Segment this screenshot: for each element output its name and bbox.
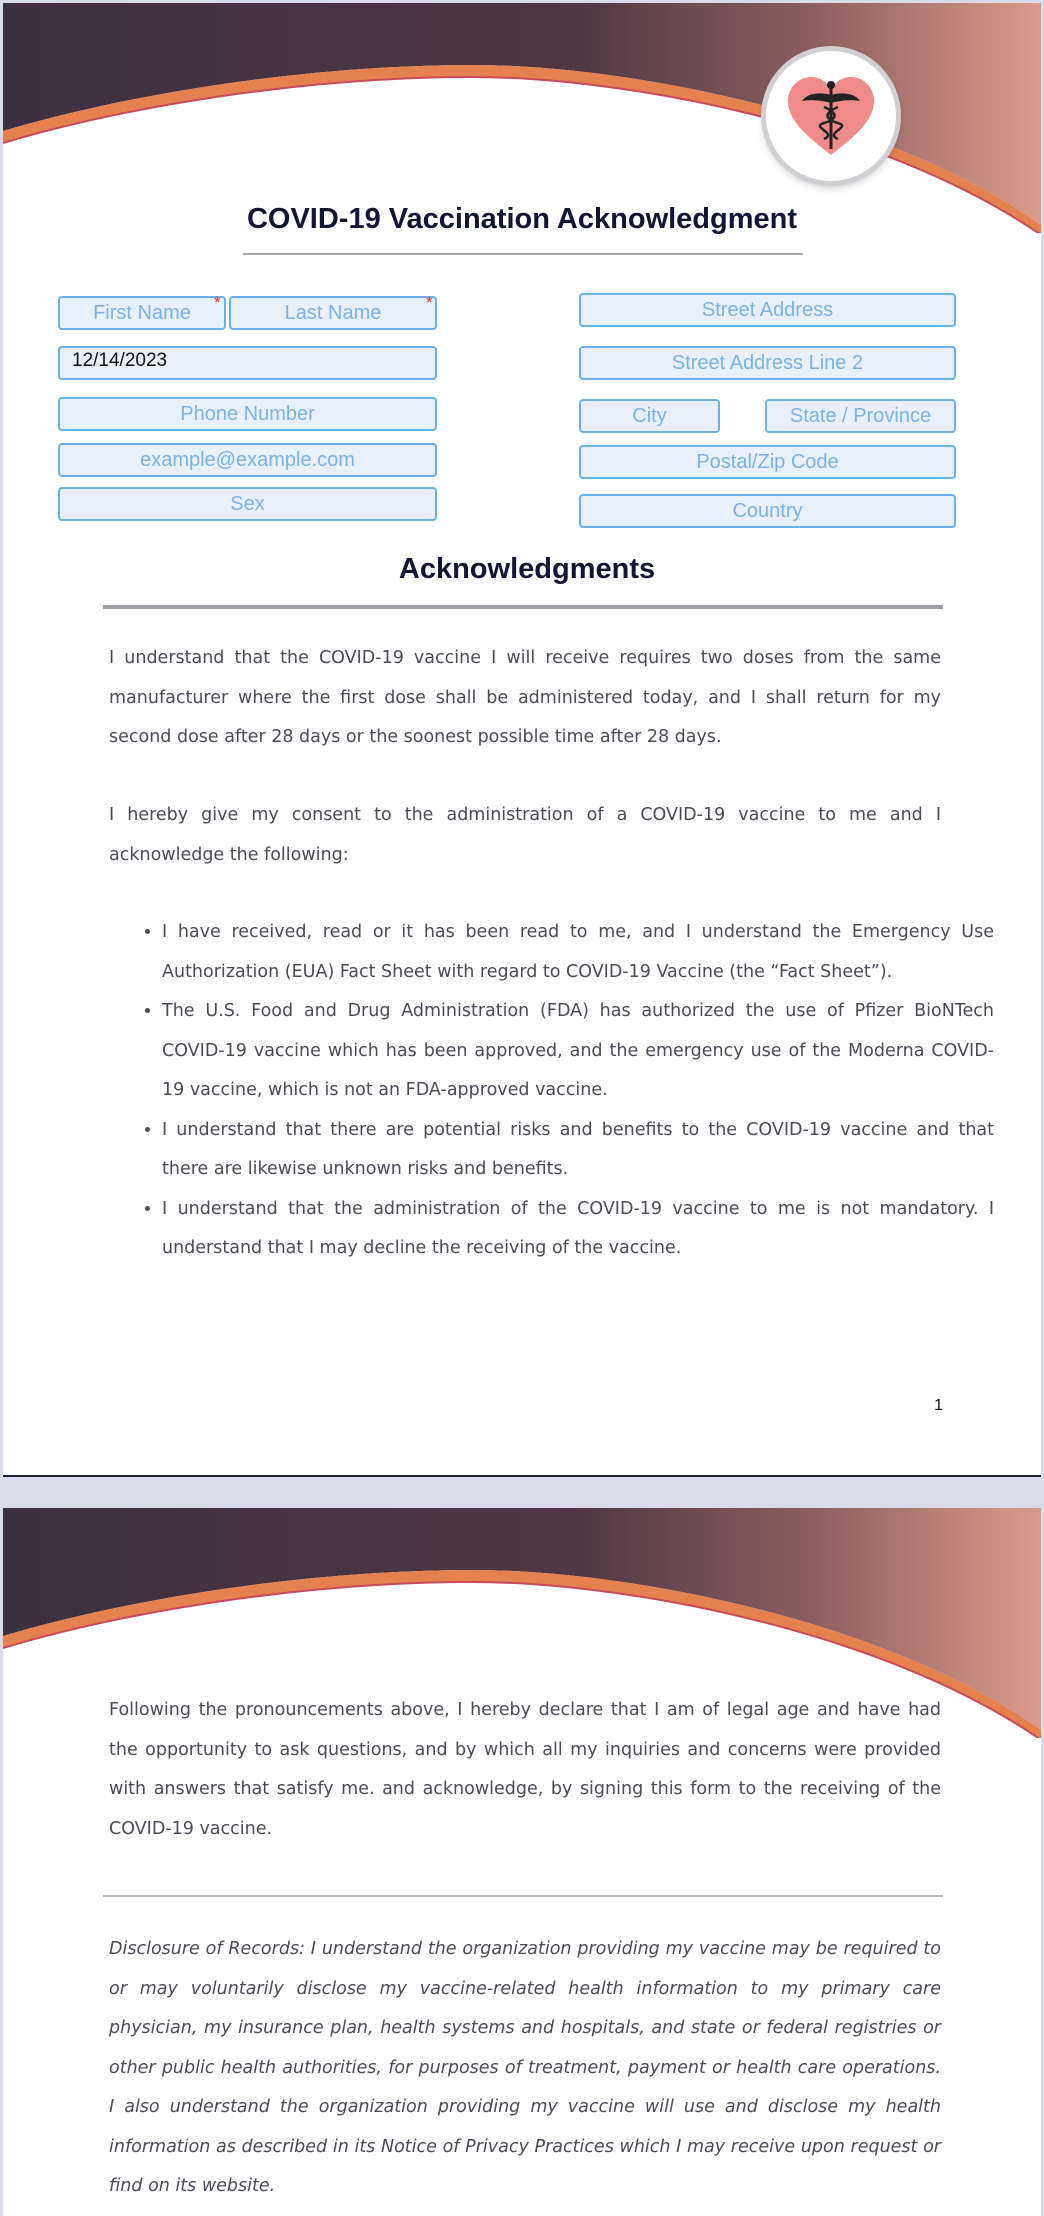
acknowledgments-heading: Acknowledgments bbox=[398, 553, 656, 585]
phone-number-input[interactable] bbox=[58, 397, 437, 431]
street-address-input[interactable] bbox=[579, 293, 956, 327]
phone-placeholder: Phone Number bbox=[180, 403, 315, 425]
state-placeholder: State / Province bbox=[789, 405, 932, 427]
postal-placeholder: Postal/Zip Code bbox=[696, 451, 839, 473]
country-placeholder: Country bbox=[732, 500, 803, 522]
acknowledgment-paragraph-2: I hereby give my consent to the administration of a COVID-19 vaccine to me and I acknowledge the following: bbox=[109, 805, 941, 865]
list-item: • I have received, read or it has been read to me, and I understand the Emergency Use Authorization (EUA) Fact Sheet with regard to COVID-19 Vaccine (the “Fact Sheet”). bbox=[162, 913, 994, 992]
first-name-placeholder: First Name bbox=[93, 302, 191, 324]
date-value: 12/14/2023 bbox=[72, 350, 168, 371]
heart-caduceus-icon bbox=[766, 51, 896, 181]
logo-badge bbox=[766, 51, 896, 181]
postal-code-input[interactable] bbox=[579, 445, 956, 479]
country-select[interactable] bbox=[579, 494, 956, 528]
sex-placeholder: Sex bbox=[230, 493, 265, 515]
street-address-line2-input[interactable] bbox=[579, 346, 956, 380]
title-divider bbox=[243, 253, 803, 255]
list-item: • I understand that the administration of the COVID-19 vaccine to me is not mandatory. I understand that I may decline the receiving of the vaccine. bbox=[162, 1190, 994, 1269]
acknowledgment-list bbox=[109, 913, 994, 1269]
form-page-2 bbox=[3, 1508, 1041, 2216]
list-item: • I understand that there are potential risks and benefits to the COVID-19 vaccine and that there are likewise unknown risks and benefits. bbox=[162, 1111, 994, 1190]
disclosure-divider bbox=[103, 1895, 943, 1897]
state-input[interactable] bbox=[765, 399, 956, 433]
list-item: • The U.S. Food and Drug Administration (FDA) has authorized the use of Pfizer BioNTech COVID-19 vaccine which has been approved, and the emergency use of the Moderna COVID-19 vaccine, which is not an FDA-approved vaccine. bbox=[162, 992, 994, 1111]
acknowledgments-divider bbox=[103, 605, 943, 609]
last-name-input[interactable] bbox=[229, 296, 437, 330]
form-page-1 bbox=[3, 3, 1041, 1477]
form-title: COVID-19 Vaccination Acknowledgment bbox=[246, 203, 798, 235]
first-name-required-marker: * bbox=[214, 293, 221, 312]
street-address-placeholder: Street Address bbox=[701, 299, 834, 321]
last-name-placeholder: Last Name bbox=[284, 302, 382, 324]
city-placeholder: City bbox=[632, 405, 667, 427]
email-input[interactable] bbox=[58, 443, 437, 477]
declaration-paragraph: Following the pronouncements above, I hereby declare that I am of legal age and have had the opportunity to ask questions, and by which all my inquiries and concerns were provided with answers that satisfy me. and acknowledge, by signing this form to the receiving of the COVID-19 vaccine. bbox=[109, 1700, 941, 1839]
page-number: 1 bbox=[934, 1397, 943, 1414]
date-input[interactable] bbox=[58, 346, 437, 380]
first-name-input[interactable] bbox=[58, 296, 226, 330]
street-address-line2-placeholder: Street Address Line 2 bbox=[671, 352, 864, 374]
last-name-required-marker: * bbox=[426, 293, 433, 312]
acknowledgment-paragraph-1: I understand that the COVID-19 vaccine I will receive requires two doses from the same manufacturer where the first dose shall be administered today, and I shall return for my second dose after 28 days or the soonest possible time after 28 days. bbox=[109, 648, 941, 747]
city-input[interactable] bbox=[579, 399, 720, 433]
sex-select[interactable] bbox=[58, 487, 437, 521]
disclosure-paragraph: Disclosure of Records: I understand the organization providing my vaccine may be required to or may voluntarily disclose my vaccine-related health information to my primary care physician, my insurance plan, health systems and hospitals, and state or federal registries or other public health authorities, for purposes of treatment, payment or health care operations. I also understand the organization providing my vaccine will use and disclose my health information as described in its Notice of Privacy Practices which I may receive upon request or find on its website. bbox=[109, 1939, 941, 2196]
email-placeholder: example@example.com bbox=[140, 449, 355, 471]
